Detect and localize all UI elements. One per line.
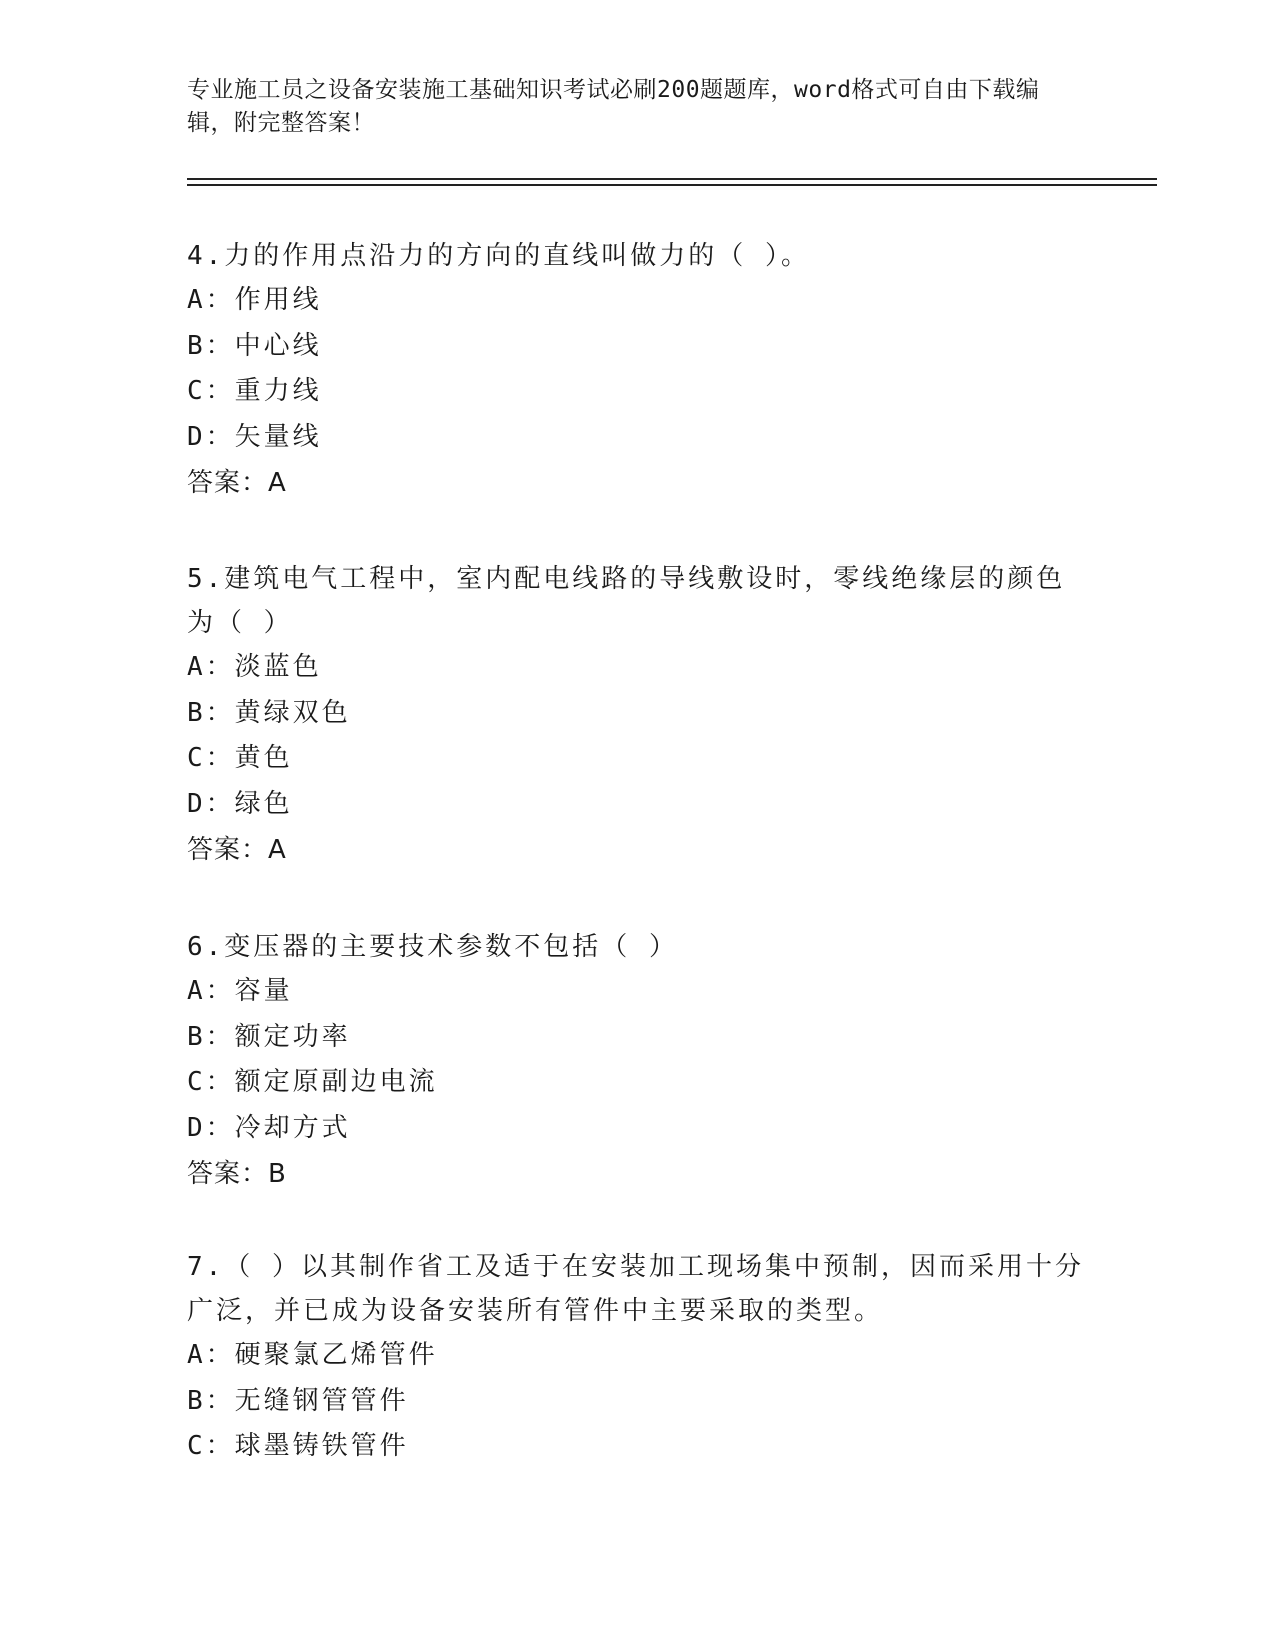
option-b: B：中心线 (187, 330, 322, 361)
header-divider-bottom (187, 184, 1157, 186)
question-stem: 6.变压器的主要技术参数不包括（ ） (187, 932, 678, 962)
question-7 (187, 1245, 1087, 1470)
option-a: A：硬聚氯乙烯管件 (187, 1340, 438, 1370)
document-header: 专业施工员之设备安装施工基础知识考试必刷200题题库，word格式可自由下载编辑，附完整答案！ (187, 77, 1040, 136)
option-b: B：黄绿双色 (187, 697, 351, 728)
option-d: D：绿色 (187, 788, 293, 819)
question-4 (187, 234, 1087, 506)
option-c: C：黄色 (187, 743, 293, 773)
question-stem: 5.建筑电气工程中，室内配电线路的导线敷设时，零线绝缘层的颜色为（ ） (187, 564, 1066, 638)
question-5 (187, 557, 1087, 873)
question-stem: 7.（ ）以其制作省工及适于在安装加工现场集中预制，因而采用十分广泛，并已成为设备安装所有管件中主要采取的类型。 (187, 1252, 1084, 1326)
option-d: D：冷却方式 (187, 1112, 351, 1143)
answer: 答案：A (187, 835, 287, 865)
option-a: A：淡蓝色 (187, 652, 322, 682)
header-divider-top (187, 178, 1157, 180)
question-6 (187, 925, 1087, 1197)
option-b: B：无缝钢管管件 (187, 1385, 409, 1416)
answer: 答案：B (187, 1159, 287, 1189)
option-d: D：矢量线 (187, 421, 322, 452)
option-a: A：容量 (187, 976, 293, 1006)
option-c: C：球墨铸铁管件 (187, 1431, 409, 1461)
option-b: B：额定功率 (187, 1021, 351, 1052)
option-c: C：额定原副边电流 (187, 1067, 438, 1097)
answer: 答案：A (187, 468, 287, 498)
question-stem: 4.力的作用点沿力的方向的直线叫做力的（ ）。 (187, 241, 810, 271)
option-c: C：重力线 (187, 376, 322, 406)
option-a: A：作用线 (187, 285, 322, 315)
